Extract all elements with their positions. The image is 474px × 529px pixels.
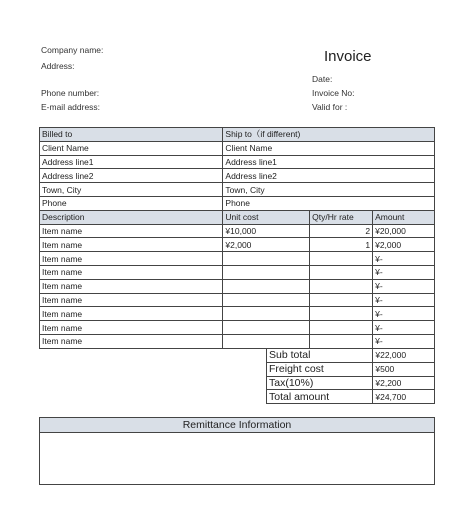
item-qty[interactable]: [310, 252, 373, 266]
item-description[interactable]: Item name: [40, 321, 223, 335]
item-unit-cost[interactable]: [223, 252, 310, 266]
valid-for-label: Valid for :: [312, 102, 348, 112]
item-row: [40, 334, 435, 348]
date-label: Date:: [312, 74, 333, 84]
item-row: [40, 238, 435, 252]
items-header-row: [40, 210, 435, 224]
invoice-no-label: Invoice No:: [312, 88, 355, 98]
tax-value[interactable]: ¥2,200: [373, 376, 435, 390]
ship-to-cell[interactable]: Address line1: [223, 155, 435, 169]
item-row: [40, 252, 435, 266]
item-row: [40, 307, 435, 321]
remittance-title: Remittance Information: [40, 418, 434, 433]
billed-to-cell[interactable]: Phone: [40, 196, 223, 210]
ship-to-cell[interactable]: Address line2: [223, 169, 435, 183]
item-amount[interactable]: ¥-: [373, 293, 435, 307]
item-description[interactable]: Item name: [40, 238, 223, 252]
item-unit-cost[interactable]: [223, 307, 310, 321]
totals-row: [267, 390, 435, 404]
total-amount-label: Total amount: [267, 390, 373, 404]
remittance-body[interactable]: [40, 433, 434, 485]
phone-number-label: Phone number:: [41, 88, 100, 98]
invoice-title: Invoice: [324, 48, 372, 65]
totals-row: [267, 362, 435, 376]
freight-cost-value[interactable]: ¥500: [373, 362, 435, 376]
total-amount-value[interactable]: ¥24,700: [373, 390, 435, 404]
totals-table: [266, 348, 435, 404]
item-description[interactable]: Item name: [40, 224, 223, 238]
email-address-label: E-mail address:: [41, 102, 101, 112]
item-qty[interactable]: [310, 321, 373, 335]
item-description[interactable]: Item name: [40, 293, 223, 307]
item-description[interactable]: Item name: [40, 307, 223, 321]
item-description[interactable]: Item name: [40, 265, 223, 279]
billed-to-cell[interactable]: Town, City: [40, 183, 223, 197]
remittance-box: [39, 417, 435, 485]
item-unit-cost[interactable]: [223, 321, 310, 335]
item-unit-cost[interactable]: [223, 293, 310, 307]
item-qty[interactable]: [310, 293, 373, 307]
item-unit-cost[interactable]: ¥10,000: [223, 224, 310, 238]
totals-row: [267, 349, 435, 363]
address-row: [40, 196, 435, 210]
address-row: [40, 183, 435, 197]
freight-cost-label: Freight cost: [267, 362, 373, 376]
address-row: [40, 169, 435, 183]
item-amount[interactable]: ¥-: [373, 321, 435, 335]
item-description[interactable]: Item name: [40, 252, 223, 266]
address-header-row: [40, 128, 435, 142]
item-unit-cost[interactable]: ¥2,000: [223, 238, 310, 252]
item-row: [40, 224, 435, 238]
address-label: Address:: [41, 61, 75, 71]
billed-to-cell[interactable]: Client Name: [40, 141, 223, 155]
item-qty[interactable]: [310, 265, 373, 279]
totals-row: [267, 376, 435, 390]
item-qty[interactable]: 1: [310, 238, 373, 252]
item-row: [40, 321, 435, 335]
item-qty[interactable]: [310, 279, 373, 293]
item-unit-cost[interactable]: [223, 265, 310, 279]
item-row: [40, 265, 435, 279]
description-header: Description: [40, 210, 223, 224]
ship-to-header: Ship to（if different): [223, 128, 435, 142]
item-description[interactable]: Item name: [40, 279, 223, 293]
item-unit-cost[interactable]: [223, 334, 310, 348]
invoice-table: [39, 127, 435, 349]
company-name-label: Company name:: [41, 45, 104, 55]
ship-to-cell[interactable]: Phone: [223, 196, 435, 210]
item-amount[interactable]: ¥-: [373, 307, 435, 321]
item-amount[interactable]: ¥20,000: [373, 224, 435, 238]
item-amount[interactable]: ¥-: [373, 265, 435, 279]
item-amount[interactable]: ¥2,000: [373, 238, 435, 252]
item-amount[interactable]: ¥-: [373, 334, 435, 348]
address-row: [40, 141, 435, 155]
amount-header: Amount: [373, 210, 435, 224]
item-qty[interactable]: 2: [310, 224, 373, 238]
tax-label: Tax(10%): [267, 376, 373, 390]
subtotal-value[interactable]: ¥22,000: [373, 349, 435, 363]
item-row: [40, 279, 435, 293]
item-description[interactable]: Item name: [40, 334, 223, 348]
subtotal-label: Sub total: [267, 349, 373, 363]
billed-to-header: Billed to: [40, 128, 223, 142]
billed-to-cell[interactable]: Address line1: [40, 155, 223, 169]
ship-to-cell[interactable]: Town, City: [223, 183, 435, 197]
address-row: [40, 155, 435, 169]
item-row: [40, 293, 435, 307]
item-qty[interactable]: [310, 334, 373, 348]
item-amount[interactable]: ¥-: [373, 279, 435, 293]
unit-cost-header: Unit cost: [223, 210, 310, 224]
item-amount[interactable]: ¥-: [373, 252, 435, 266]
item-unit-cost[interactable]: [223, 279, 310, 293]
qty-header: Qty/Hr rate: [310, 210, 373, 224]
ship-to-cell[interactable]: Client Name: [223, 141, 435, 155]
billed-to-cell[interactable]: Address line2: [40, 169, 223, 183]
item-qty[interactable]: [310, 307, 373, 321]
